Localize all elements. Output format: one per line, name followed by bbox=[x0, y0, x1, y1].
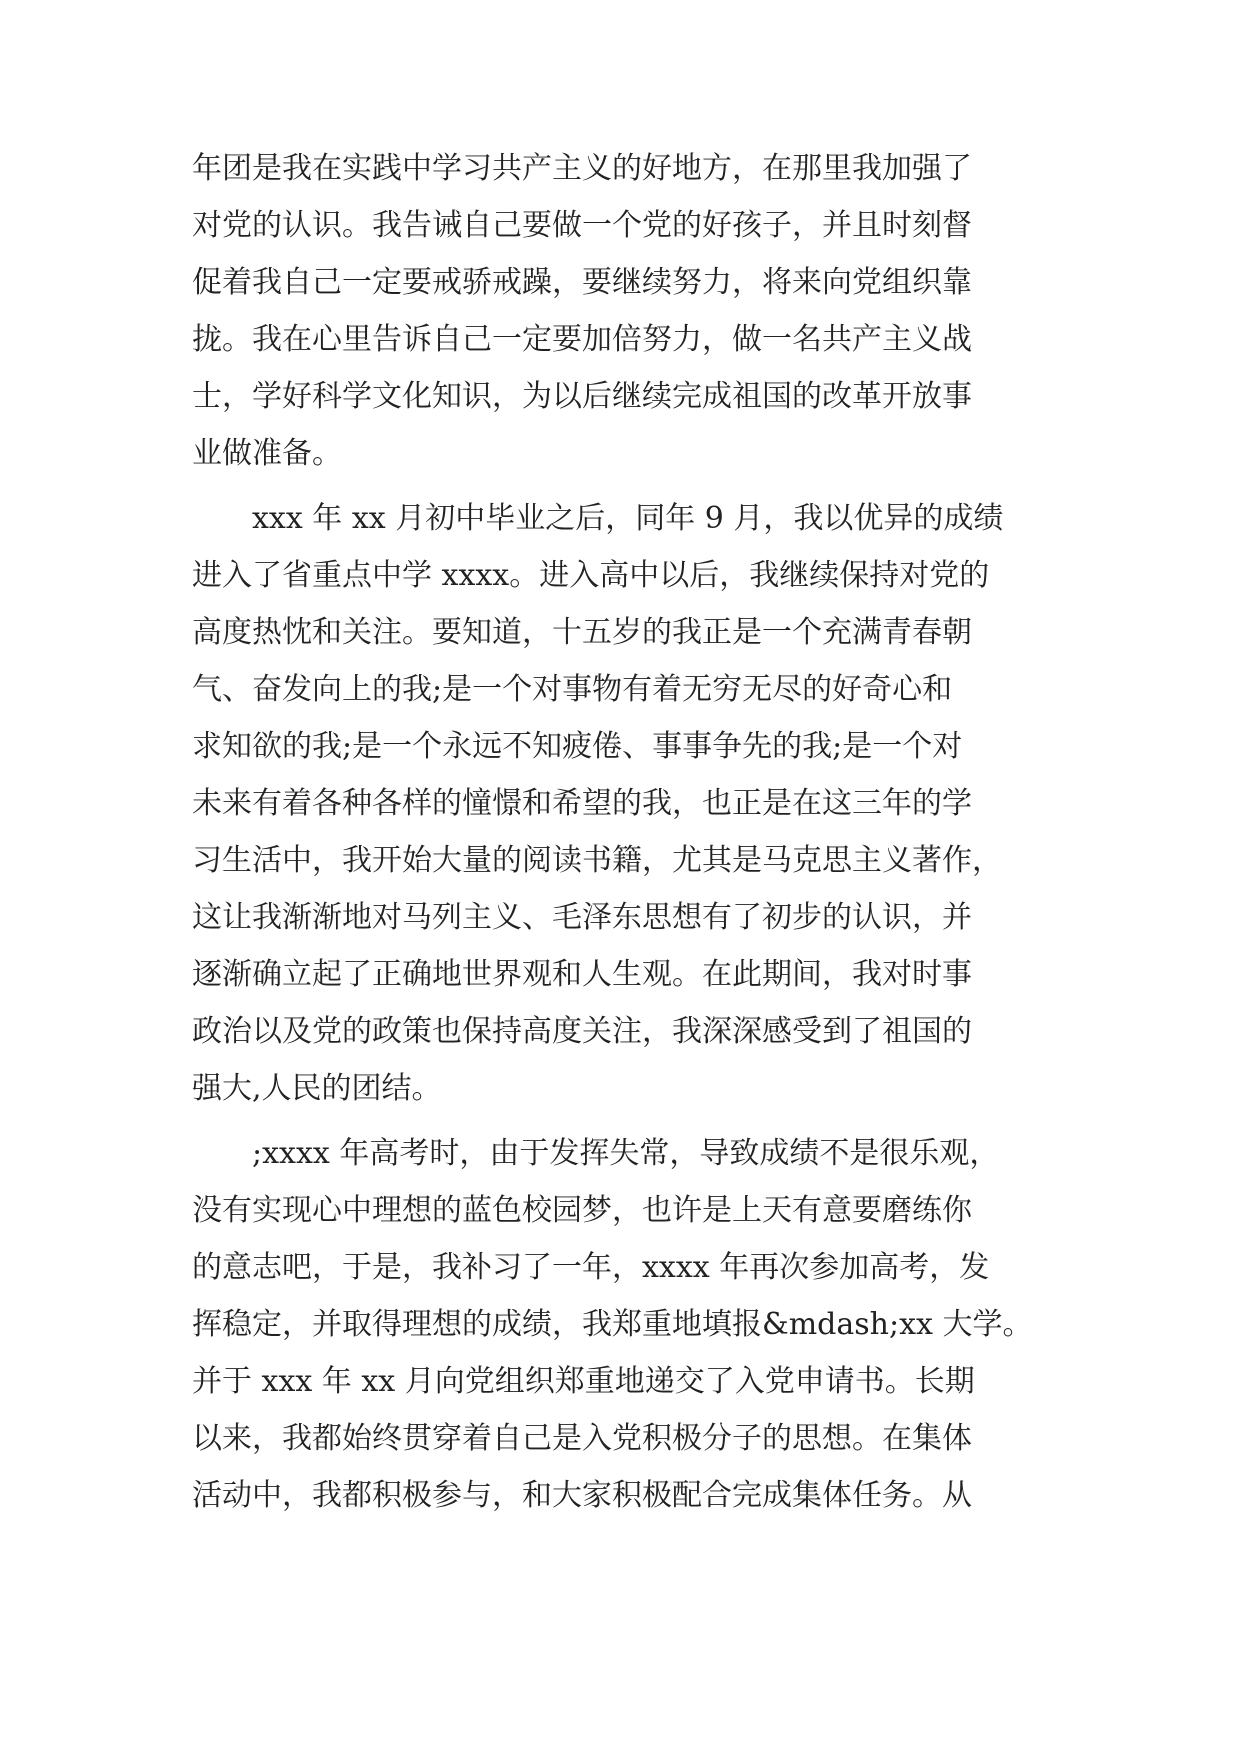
text-line: 政治以及党的政策也保持高度关注，我深深感受到了祖国的 bbox=[192, 1014, 972, 1049]
text-line: xxx 年 xx 月初中毕业之后，同年 9 月，我以优异的成绩 bbox=[192, 501, 1004, 536]
paragraph-gap bbox=[192, 1117, 1056, 1125]
text-line: 并于 xxx 年 xx 月向党组织郑重地递交了入党申请书。长期 bbox=[192, 1364, 975, 1399]
text-line: 逐渐确立起了正确地世界观和人生观。在此期间，我对时事 bbox=[192, 957, 972, 992]
text-line: 拢。我在心里告诉自己一定要加倍努力，做一名共产主义战 bbox=[192, 322, 972, 357]
text-line: 促着我自己一定要戒骄戒躁，要继续努力，将来向党组织靠 bbox=[192, 265, 972, 300]
text-line: 习生活中，我开始大量的阅读书籍，尤其是马克思主义著作， bbox=[192, 843, 1002, 878]
text-line: 求知欲的我;是一个永远不知疲倦、事事争先的我;是一个对 bbox=[192, 729, 963, 764]
text-line: 以来，我都始终贯穿着自己是入党积极分子的思想。在集体 bbox=[192, 1421, 972, 1456]
text-line: 高度热忱和关注。要知道，十五岁的我正是一个充满青春朝 bbox=[192, 615, 972, 650]
text-line: 这让我渐渐地对马列主义、毛泽东思想有了初步的认识，并 bbox=[192, 900, 972, 935]
text-line: 没有实现心中理想的蓝色校园梦，也许是上天有意要磨练你 bbox=[192, 1193, 972, 1228]
text-line: 未来有着各种各样的憧憬和希望的我，也正是在这三年的学 bbox=[192, 786, 972, 821]
text-line: 年团是我在实践中学习共产主义的好地方，在那里我加强了 bbox=[192, 151, 972, 186]
text-line: 进入了省重点中学 xxxx。进入高中以后，我继续保持对党的 bbox=[192, 558, 990, 593]
document-page bbox=[192, 140, 1056, 1524]
paragraph-1 bbox=[192, 140, 1056, 482]
text-line: 士，学好科学文化知识，为以后继续完成祖国的改革开放事 bbox=[192, 379, 972, 414]
text-line: 的意志吧，于是，我补习了一年，xxxx 年再次参加高考，发 bbox=[192, 1250, 990, 1285]
text-line: ;xxxx 年高考时，由于发挥失常，导致成绩不是很乐观， bbox=[192, 1136, 1000, 1171]
text-line: 挥稳定，并取得理想的成绩，我郑重地填报&mdash;xx 大学。 bbox=[192, 1307, 1033, 1342]
paragraph-2 bbox=[192, 490, 1056, 1117]
text-line: 强大,人民的团结。 bbox=[192, 1071, 442, 1106]
paragraph-gap bbox=[192, 482, 1056, 490]
text-line: 气、奋发向上的我;是一个对事物有着无穷无尽的好奇心和 bbox=[192, 672, 953, 707]
paragraph-3 bbox=[192, 1125, 1056, 1524]
text-line: 对党的认识。我告诫自己要做一个党的好孩子，并且时刻督 bbox=[192, 208, 972, 243]
text-line: 活动中，我都积极参与，和大家积极配合完成集体任务。从 bbox=[192, 1478, 972, 1513]
text-line: 业做准备。 bbox=[192, 436, 342, 471]
